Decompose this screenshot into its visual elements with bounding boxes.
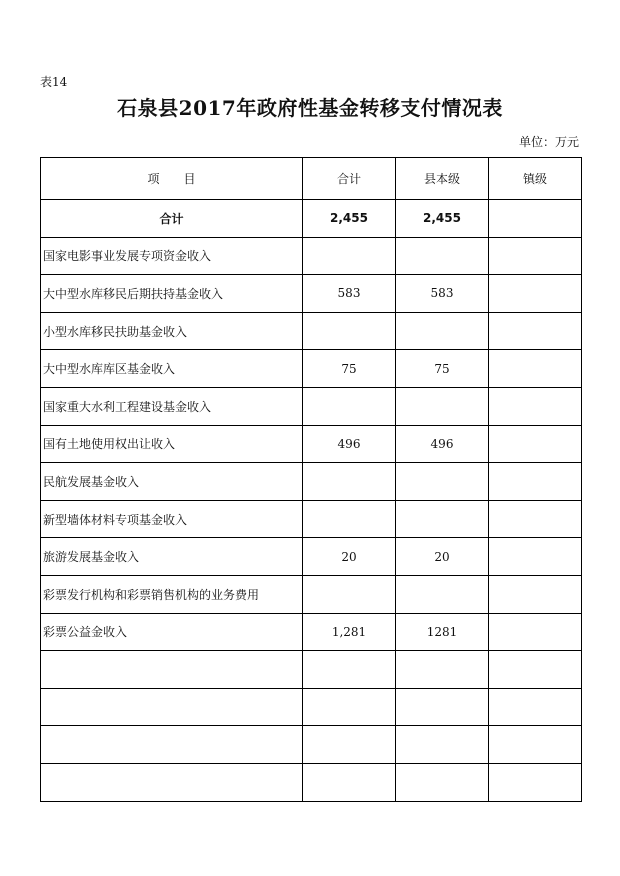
header-county: 县本级 (396, 158, 489, 200)
row-town (489, 575, 582, 613)
row-county: 75 (396, 350, 489, 388)
row-county (396, 312, 489, 350)
row-total (303, 575, 396, 613)
total-label: 合计 (41, 200, 303, 238)
table-row (41, 763, 582, 801)
row-county (396, 500, 489, 538)
header-row (41, 158, 582, 200)
row-total: 583 (303, 275, 396, 313)
table-row (41, 726, 582, 764)
row-town (489, 387, 582, 425)
row-county: 583 (396, 275, 489, 313)
table-number: 表14 (40, 75, 68, 89)
row-county (396, 763, 489, 801)
table-row (41, 237, 582, 275)
row-county (396, 237, 489, 275)
row-town (489, 613, 582, 651)
table-row (41, 538, 582, 576)
total-town (489, 200, 582, 238)
row-total: 496 (303, 425, 396, 463)
row-total (303, 237, 396, 275)
row-county (396, 726, 489, 764)
row-total: 20 (303, 538, 396, 576)
total-row (41, 200, 582, 238)
table-row (41, 275, 582, 313)
table-row (41, 350, 582, 388)
header-item: 项 目 (41, 158, 303, 200)
row-town (489, 651, 582, 689)
row-county (396, 575, 489, 613)
row-total (303, 312, 396, 350)
row-label: 彩票公益金收入 (41, 613, 303, 651)
row-label: 新型墙体材料专项基金收入 (41, 500, 303, 538)
row-total (303, 651, 396, 689)
table-row (41, 613, 582, 651)
row-town (489, 425, 582, 463)
row-county (396, 387, 489, 425)
header-town: 镇级 (489, 158, 582, 200)
table-row (41, 312, 582, 350)
row-town (489, 538, 582, 576)
row-label: 国家重大水利工程建设基金收入 (41, 387, 303, 425)
total-county: 2,455 (396, 200, 489, 238)
row-town (489, 350, 582, 388)
table-row (41, 425, 582, 463)
row-town (489, 726, 582, 764)
table-row (41, 651, 582, 689)
row-label (41, 651, 303, 689)
row-town (489, 312, 582, 350)
row-total (303, 463, 396, 501)
row-label: 大中型水库移民后期扶持基金收入 (41, 275, 303, 313)
row-total (303, 500, 396, 538)
header-total: 合计 (303, 158, 396, 200)
row-total: 1,281 (303, 613, 396, 651)
table-row (41, 688, 582, 726)
page-title: 石泉县2017年政府性基金转移支付情况表 (117, 96, 503, 120)
row-label (41, 688, 303, 726)
row-county (396, 463, 489, 501)
row-label: 小型水库移民扶助基金收入 (41, 312, 303, 350)
row-town (489, 688, 582, 726)
row-town (489, 500, 582, 538)
row-town (489, 275, 582, 313)
row-label: 彩票发行机构和彩票销售机构的业务费用 (41, 575, 303, 613)
total-total: 2,455 (303, 200, 396, 238)
row-label: 国家电影事业发展专项资金收入 (41, 237, 303, 275)
row-county: 20 (396, 538, 489, 576)
row-county: 1281 (396, 613, 489, 651)
row-total (303, 688, 396, 726)
row-county (396, 688, 489, 726)
row-county: 496 (396, 425, 489, 463)
row-label: 民航发展基金收入 (41, 463, 303, 501)
table-row (41, 387, 582, 425)
row-total: 75 (303, 350, 396, 388)
row-town (489, 463, 582, 501)
row-label (41, 763, 303, 801)
table-row (41, 463, 582, 501)
row-total (303, 726, 396, 764)
row-label: 大中型水库库区基金收入 (41, 350, 303, 388)
row-label: 旅游发展基金收入 (41, 538, 303, 576)
row-total (303, 387, 396, 425)
table-row (41, 500, 582, 538)
unit-label: 单位：万元 (518, 135, 579, 149)
row-total (303, 763, 396, 801)
row-label (41, 726, 303, 764)
row-label: 国有土地使用权出让收入 (41, 425, 303, 463)
row-county (396, 651, 489, 689)
row-town (489, 237, 582, 275)
transfer-payment-table (40, 157, 582, 802)
row-town (489, 763, 582, 801)
table-row (41, 575, 582, 613)
